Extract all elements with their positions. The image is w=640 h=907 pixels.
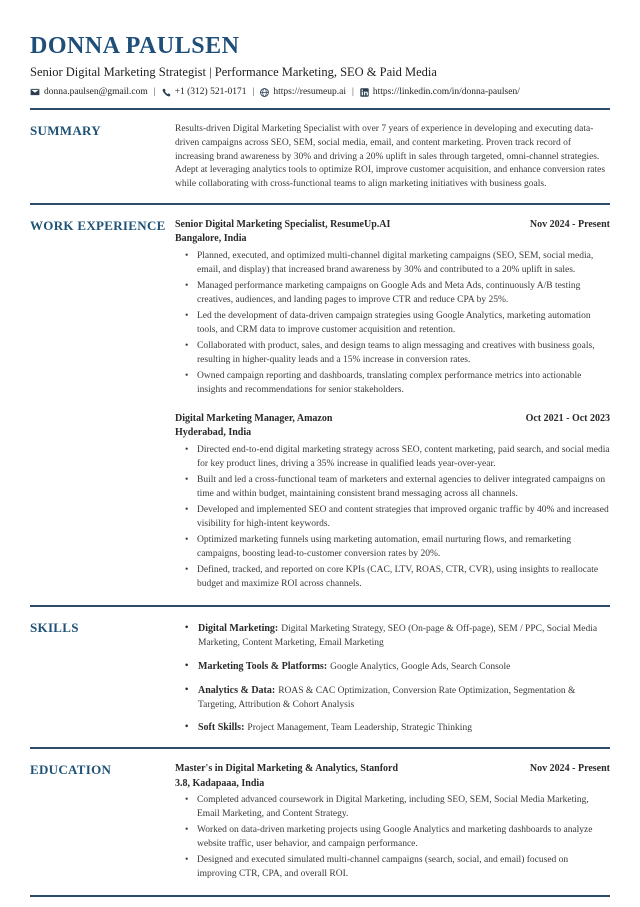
bullet-item: • Built and led a cross-functional team of marketers and external agencies to deliver integrated campaigns on time and within budget, maintaining consistent brand messaging across all channels. — [185, 474, 610, 502]
skill-item — [185, 660, 610, 675]
globe-icon — [260, 88, 269, 97]
contact-email-text: donna.paulsen@gmail.com — [44, 87, 148, 97]
job-dates: Oct 2021 - Oct 2023 — [525, 412, 610, 424]
job-bullet-list — [175, 444, 610, 592]
education-bullet-list — [175, 794, 610, 882]
job-entry — [175, 412, 610, 592]
education-entry — [175, 762, 610, 882]
bullet-item: • Led the development of data-driven campaign strategies using Google Analytics, marketing automation tools, and CRM data to improve customer acquisition and retention. — [185, 310, 610, 338]
bullet-item: • Planned, executed, and optimized multi-channel digital marketing campaigns (SEO, SEM, social media, email, and display) that increased brand awareness by 30% and contributed to a 20% uplift in sales. — [185, 250, 610, 278]
skill-detail: ROAS & CAC Optimization, Conversion Rate Optimization, Segmentation & Targeting, Attribution & Cohort Analysis — [198, 685, 576, 710]
bullet-item: • Worked on data-driven marketing projects using Google Analytics and marketing dashboards to analyze website traffic, user behavior, and campaign performance. — [185, 824, 610, 852]
job-title: Digital Marketing Manager, Amazon — [175, 412, 333, 424]
bullet-item: • Developed and implemented SEO and content strategies that improved organic traffic by 40% and increased visibility for high-intent keywords. — [185, 504, 610, 532]
contact-email[interactable] — [30, 85, 148, 99]
contact-phone-text: +1 (312) 521-0171 — [174, 87, 247, 97]
job-location: Hyderabad, India — [175, 427, 252, 439]
envelope-icon — [30, 87, 40, 97]
skill-detail: Digital Marketing Strategy, SEO (On-page & Off-page), SEM / PPC, Social Media Marketing, Content Marketing, Email Marketing — [198, 624, 598, 649]
phone-icon — [162, 88, 171, 97]
contact-linkedin-text: https://linkedin.com/in/donna-paulsen/ — [372, 87, 520, 97]
summary-text: Results-driven Digital Marketing Specialist with over 7 years of experience in developing and executing data-driven campaigns across SEO, SEM, social media, email, and content marketing. Proven track record of increasing brand awareness by 30% and driving a 20% uplift in sales through targeted, omni-channel strategies. Adept at leveraging analytics tools to optimize ROI, improve customer acquisition, and enhance conversion rates while collaborating with cross-functional teams to align marketing initiatives with business goals. — [175, 124, 606, 190]
section-label-education: EDUCATION — [30, 762, 112, 778]
contact-linkedin[interactable] — [360, 85, 520, 99]
section-summary — [30, 110, 610, 203]
skill-detail: Google Analytics, Google Ads, Search Console — [330, 662, 511, 673]
skill-category: Soft Skills: — [198, 722, 245, 734]
education-location: 3.8, Kadapaaa, India — [175, 777, 265, 789]
candidate-name: DONNA PAULSEN — [30, 33, 240, 59]
education-degree: Master's in Digital Marketing & Analytics, Stanford — [175, 763, 399, 775]
bullet-item: • Directed end-to-end digital marketing strategy across SEO, content marketing, paid search, and social media for key product lines, driving a 35% increase in qualified leads year-over-year. — [185, 444, 610, 472]
resume-header — [30, 32, 610, 110]
bullet-item: • Owned campaign reporting and dashboards, translating complex performance metrics into actionable insights and recommendations for senior stakeholders. — [185, 370, 610, 398]
skills-list — [175, 620, 610, 736]
job-bullet-list — [175, 250, 610, 398]
job-location: Bangalore, India — [175, 233, 247, 245]
bullet-item: • Optimized marketing funnels using marketing automation, email nurturing flows, and remarketing campaigns, boosting lead-to-customer conversion rates by 20%. — [185, 534, 610, 562]
skill-category: Marketing Tools & Platforms: — [198, 661, 328, 673]
bullet-item: • Managed performance marketing campaigns on Google Ads and Meta Ads, continuously A/B testing creatives, audiences, and landing pages to improve CTR and reduce CPA by 25%. — [185, 280, 610, 308]
job-title: Senior Digital Marketing Specialist, ResumeUp.AI — [175, 218, 391, 230]
linkedin-icon — [360, 88, 369, 97]
contact-row — [30, 85, 610, 99]
skill-item — [185, 721, 610, 736]
bullet-item: • Completed advanced coursework in Digital Marketing, including SEO, SEM, Social Media Marketing, Email Marketing, and Content Strategy. — [185, 794, 610, 822]
skill-category: Digital Marketing: — [198, 623, 279, 635]
job-entry — [175, 218, 610, 398]
contact-phone[interactable] — [162, 85, 247, 99]
contact-separator: | — [153, 87, 156, 97]
bullet-item: • Defined, tracked, and reported on core KPIs (CAC, LTV, ROAS, CTR, CVR), using insights to reallocate budget and maximize ROI across channels. — [185, 564, 610, 592]
contact-website[interactable] — [260, 85, 346, 99]
job-dates: Nov 2024 - Present — [529, 218, 610, 230]
footer-divider — [30, 895, 610, 897]
contact-separator: | — [351, 87, 354, 97]
skill-category: Analytics & Data: — [198, 684, 276, 696]
section-label-summary: SUMMARY — [30, 123, 101, 138]
contact-website-text: https://resumeup.ai — [273, 87, 346, 97]
bullet-item: • Designed and executed simulated multi-channel campaigns (search, social, and email) focused on improving CTR, CPA, and overall ROI. — [185, 854, 610, 882]
bullet-item: • Collaborated with product, sales, and design teams to align messaging and creatives with business goals, resulting in higher-quality leads and a 15% increase in conversion rates. — [185, 340, 610, 368]
section-skills — [30, 605, 610, 747]
section-work-experience — [30, 203, 610, 605]
contact-separator: | — [252, 87, 255, 97]
section-label-work-experience: WORK EXPERIENCE — [30, 217, 166, 233]
skill-item — [185, 684, 610, 713]
section-education — [30, 747, 610, 895]
education-dates: Nov 2024 - Present — [529, 763, 610, 775]
section-label-skills: SKILLS — [30, 620, 79, 636]
skill-item — [185, 622, 610, 651]
candidate-headline: Senior Digital Marketing Strategist | Performance Marketing, SEO & Paid Media — [30, 65, 437, 79]
skill-detail: Project Management, Team Leadership, Strategic Thinking — [247, 723, 472, 734]
